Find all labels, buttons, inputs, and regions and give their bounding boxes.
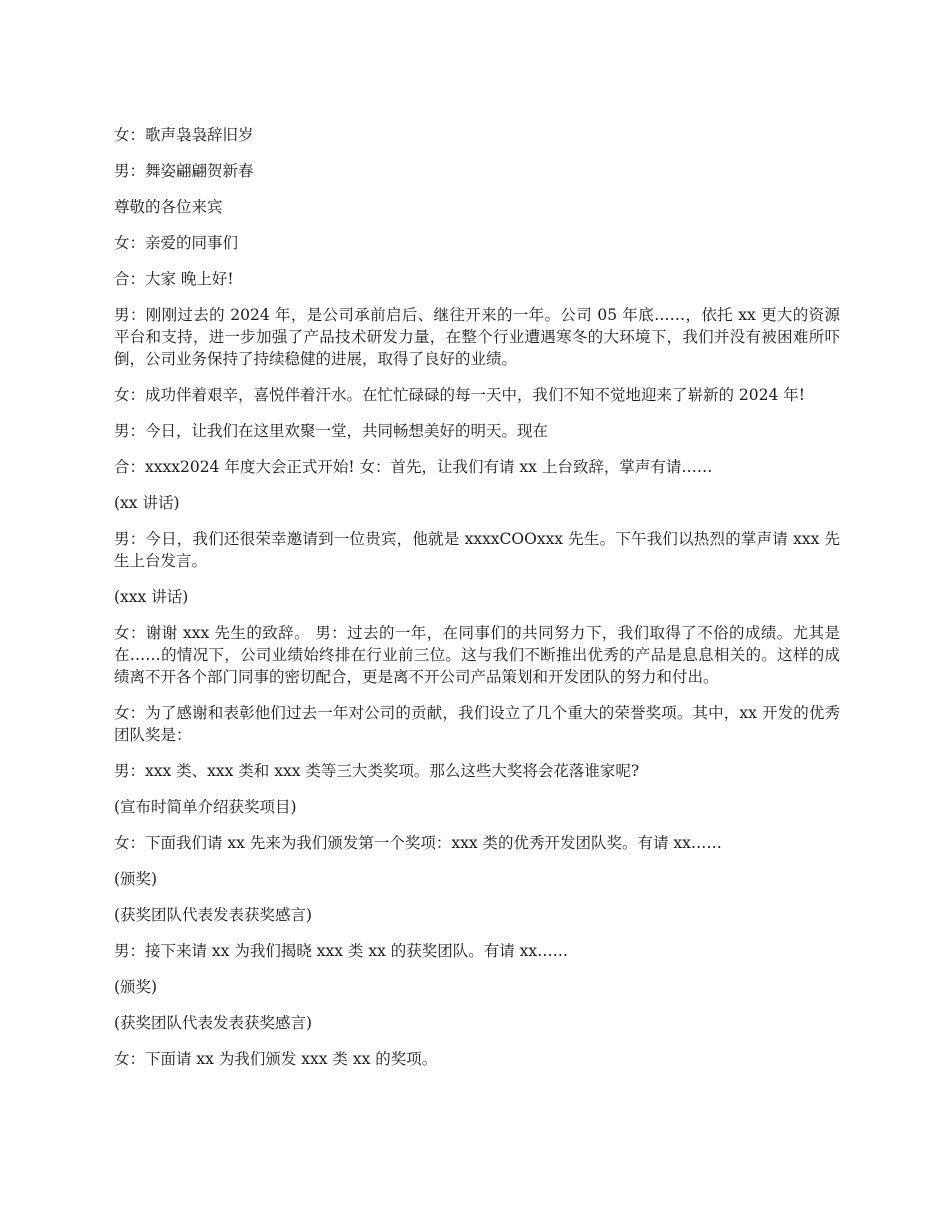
- paragraph-23: 女：下面请 xx 为我们颁发 xxx 类 xx 的奖项。: [114, 1050, 438, 1068]
- paragraph-1: 女：歌声袅袅辞旧岁: [114, 126, 254, 144]
- paragraph-12: (xxx 讲话): [114, 588, 189, 606]
- paragraph-20: 男：接下来请 xx 为我们揭晓 xxx 类 xx 的获奖团队。有请 xx……: [114, 942, 569, 960]
- paragraph-11: 男：今日，我们还很荣幸邀请到一位贵宾，他就是 xxxxCOOxxx 先生。下午我们以热烈的掌声请 xxx 先生上台发言。: [114, 530, 840, 570]
- paragraph-14: 女：为了感谢和表彰他们过去一年对公司的贡献，我们设立了几个重大的荣誉奖项。其中，xx 开发的优秀团队奖是：: [114, 704, 840, 744]
- paragraph-16: (宣布时简单介绍获奖项目): [114, 798, 297, 816]
- paragraph-15: 男：xxx 类、xxx 类和 xxx 类等三大类奖项。那么这些大奖将会花落谁家呢?: [114, 762, 640, 780]
- paragraph-2: 男：舞姿翩翩贺新春: [114, 162, 254, 180]
- document-page: [114, 124, 840, 1084]
- paragraph-5: 合：大家 晚上好!: [114, 270, 234, 288]
- paragraph-19: (获奖团队代表发表获奖感言): [114, 906, 313, 924]
- paragraph-8: 男：今日，让我们在这里欢聚一堂，共同畅想美好的明天。现在: [114, 422, 549, 440]
- paragraph-17: 女：下面我们请 xx 先来为我们颁发第一个奖项：xxx 类的优秀开发团队奖。有请 xx……: [114, 834, 722, 852]
- paragraph-7: 女：成功伴着艰辛，喜悦伴着汗水。在忙忙碌碌的每一天中，我们不知不觉地迎来了崭新的 2024 年!: [114, 386, 806, 404]
- paragraph-18: (颁奖): [114, 870, 158, 888]
- paragraph-13: 女：谢谢 xxx 先生的致辞。 男：过去的一年，在同事们的共同努力下，我们取得了不俗的成绩。尤其是在……的情况下，公司业绩始终排在行业前三位。这与我们不断推出优秀的产品是息息相关的。这样的成绩离不开各个部门同事的密切配合，更是离不开公司产品策划和开发团队的努力和付出。: [114, 624, 840, 686]
- paragraph-4: 女：亲爱的同事们: [114, 234, 239, 252]
- paragraph-10: (xx 讲话): [114, 494, 180, 512]
- paragraph-6: 男：刚刚过去的 2024 年，是公司承前启后、继往开来的一年。公司 05 年底……，依托 xx 更大的资源平台和支持，进一步加强了产品技术研发力量，在整个行业遭遇寒冬的大环境下，我们并没有被困难所吓倒，公司业务保持了持续稳健的进展，取得了良好的业绩。: [114, 306, 840, 368]
- paragraph-9: 合：xxxx2024 年度大会正式开始! 女：首先，让我们有请 xx 上台致辞，掌声有请……: [114, 458, 713, 476]
- paragraph-21: (颁奖): [114, 978, 158, 996]
- paragraph-3: 尊敬的各位来宾: [114, 198, 223, 216]
- paragraph-22: (获奖团队代表发表获奖感言): [114, 1014, 313, 1032]
